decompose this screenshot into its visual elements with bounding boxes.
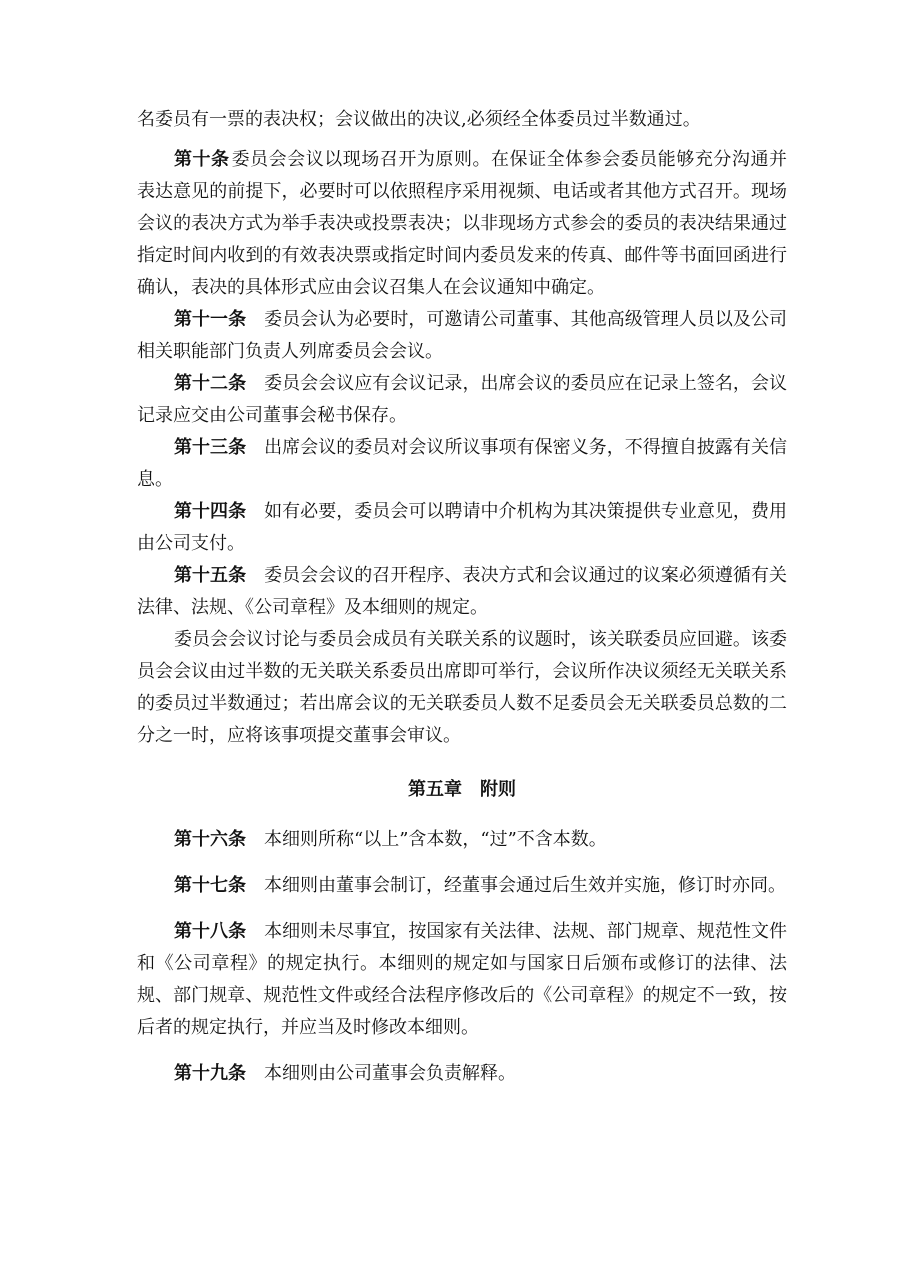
article-text: 委员会会议以现场召开为原则。在保证全体参会委员能够充分沟通并表达意见的前提下，必要时可以依照程序采用视频、电话或者其他方式召开。现场会议的表决方式为举手表决或投票表决；以非现场方式参会的委员的表决结果通过指定时间内收到的有效表决票或指定时间内委员发来的传真、邮件等书面回函进行确认，表决的具体形式应由会议召集人在会议通知中确定。 — [137, 149, 787, 298]
article-11 — [137, 304, 787, 368]
article-16 — [137, 824, 787, 856]
article-number: 第十六条 — [174, 829, 246, 850]
article-text: 本细则未尽事宜，按国家有关法律、法规、部门规章、规范性文件和《公司章程》的规定执行。本细则的规定如与国家日后颁布或修订的法律、法规、部门规章、规范性文件或经合法程序修改后的《公司章程》的规定不一致，按后者的规定执行，并应当及时修改本细则。 — [137, 921, 787, 1038]
article-10 — [137, 144, 787, 304]
article-18 — [137, 916, 787, 1044]
continuation-paragraph: 名委员有一票的表决权；会议做出的决议,必须经全体委员过半数通过。 — [137, 109, 701, 130]
article-number: 第十一条 — [174, 309, 247, 330]
article-number: 第十条 — [174, 149, 230, 170]
article-17 — [137, 870, 787, 902]
article-text: 本细则由董事会制订，经董事会通过后生效并实施，修订时亦同。 — [264, 875, 786, 896]
article-text: 如有必要，委员会可以聘请中介机构为其决策提供专业意见，费用由公司支付。 — [137, 501, 787, 554]
related-party-paragraph: 委员会会议讨论与委员会成员有关联关系的议题时，该关联委员应回避。该委员会会议由过半数的无关联关系委员出席即可举行，会议所作决议须经无关联关系的委员过半数通过；若出席会议的无关联委员人数不足委员会无关联委员总数的二分之一时，应将该事项提交董事会审议。 — [137, 629, 787, 746]
article-text: 本细则所称“以上”含本数，“过”不含本数。 — [264, 829, 607, 850]
chapter-heading: 第五章 附则 — [408, 779, 516, 800]
article-number: 第十四条 — [174, 501, 247, 522]
article-text: 委员会认为必要时，可邀请公司董事、其他高级管理人员以及公司相关职能部门负责人列席委员会会议。 — [137, 309, 787, 362]
article-14 — [137, 496, 787, 560]
document-page — [137, 104, 787, 1090]
article-number: 第十九条 — [174, 1063, 246, 1084]
article-number: 第十七条 — [174, 875, 246, 896]
article-text: 本细则由公司董事会负责解释。 — [264, 1063, 516, 1084]
article-13 — [137, 432, 787, 496]
article-text: 委员会会议的召开程序、表决方式和会议通过的议案必须遵循有关法律、法规、《公司章程》及本细则的规定。 — [137, 565, 787, 618]
article-number: 第十五条 — [174, 565, 247, 586]
article-12 — [137, 368, 787, 432]
article-15 — [137, 560, 787, 624]
article-19 — [137, 1058, 787, 1090]
article-text: 委员会会议应有会议记录，出席会议的委员应在记录上签名，会议记录应交由公司董事会秘书保存。 — [137, 373, 787, 426]
article-number: 第十三条 — [174, 437, 247, 458]
article-number: 第十二条 — [174, 373, 247, 394]
article-text: 出席会议的委员对会议所议事项有保密义务，不得擅自披露有关信息。 — [137, 437, 787, 490]
article-number: 第十八条 — [174, 921, 247, 942]
